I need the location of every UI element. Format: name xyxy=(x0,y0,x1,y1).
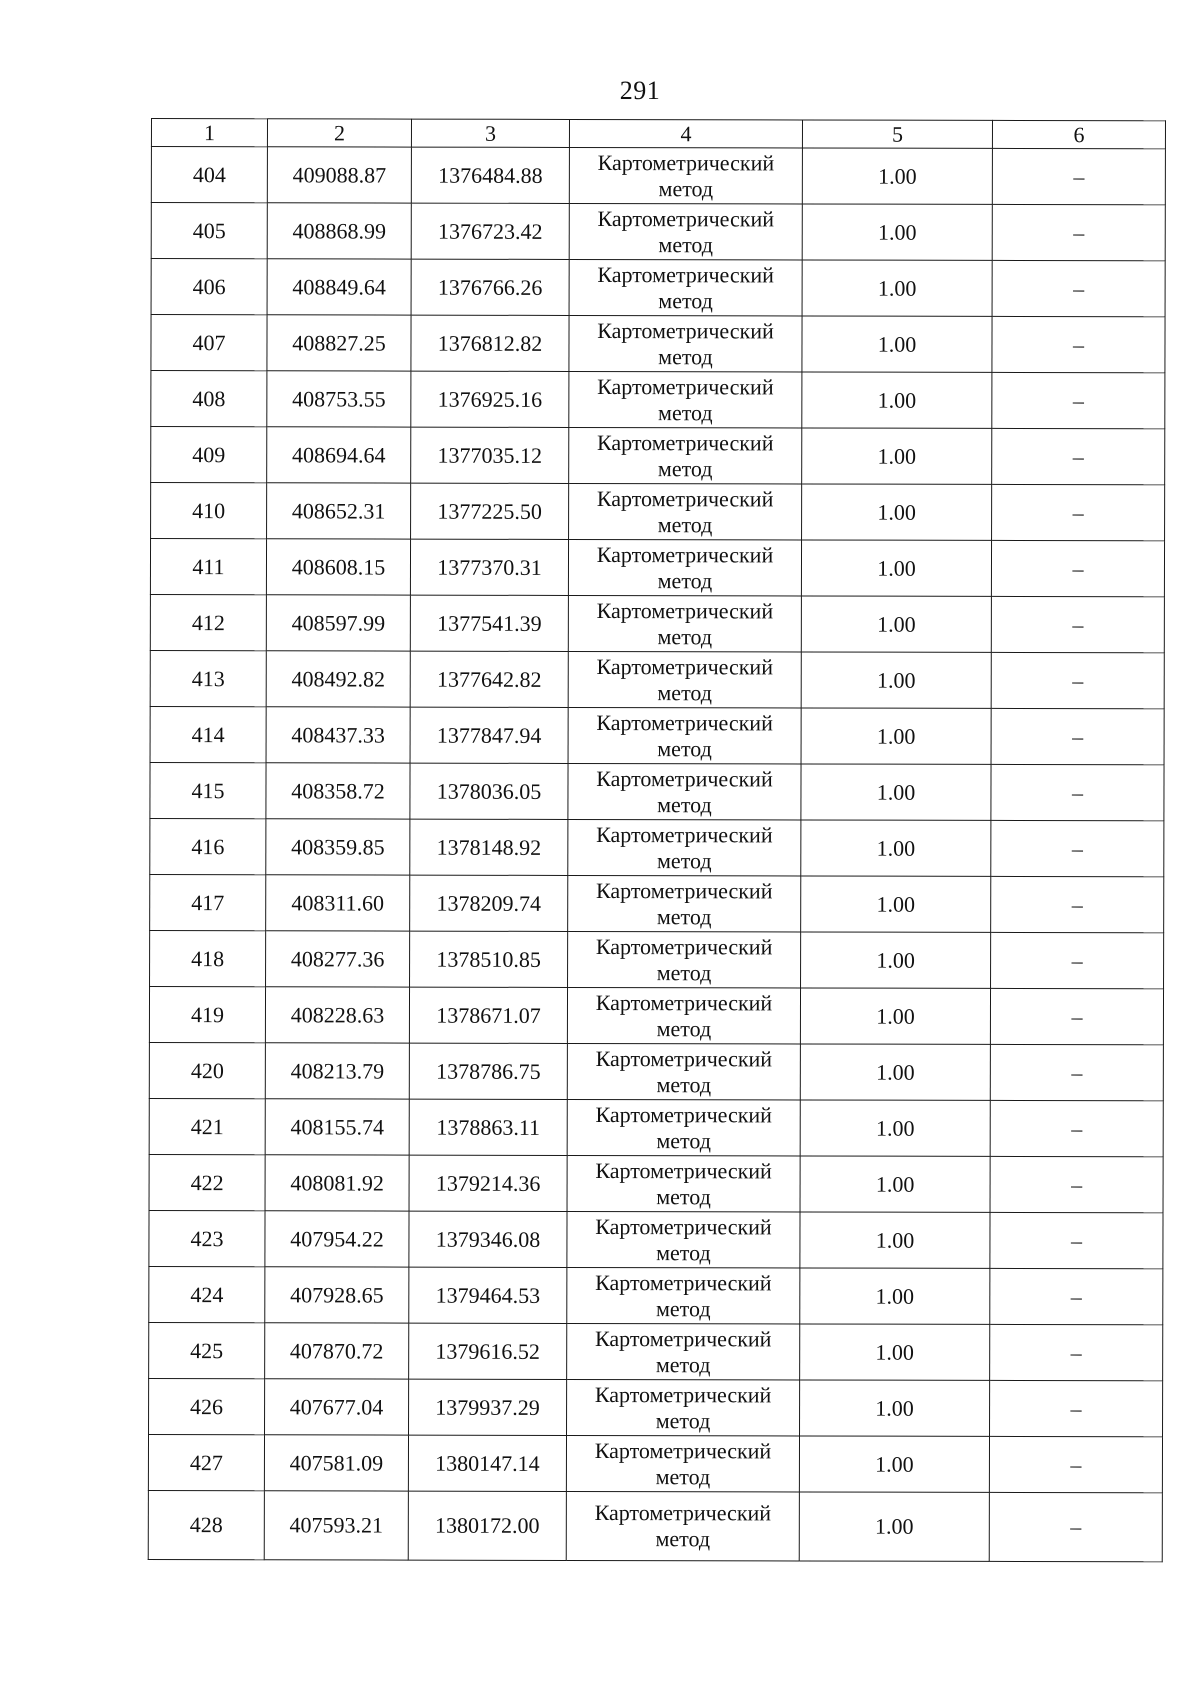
method-cell xyxy=(567,1267,800,1324)
method-cell xyxy=(567,1043,800,1100)
table-row xyxy=(148,1490,1162,1561)
x-coordinate-cell: 407954.22 xyxy=(265,1211,409,1267)
table-row xyxy=(151,315,1165,373)
x-coordinate-cell: 407928.65 xyxy=(265,1267,409,1323)
table-row xyxy=(149,1210,1163,1268)
method-line-1: Картометрический xyxy=(595,877,773,903)
table-row xyxy=(151,147,1165,205)
method-cell xyxy=(569,259,802,316)
note-cell: – xyxy=(990,988,1163,1044)
method-cell xyxy=(568,539,801,596)
accuracy-cell: 1.00 xyxy=(802,148,992,204)
method-line-2: метод xyxy=(658,231,714,257)
note-cell: – xyxy=(992,484,1165,540)
column-header-4: 4 xyxy=(569,119,802,148)
method-line-2: метод xyxy=(657,623,713,649)
note-cell: – xyxy=(992,204,1165,260)
y-coordinate-cell: 1380147.14 xyxy=(408,1435,566,1491)
method-cell xyxy=(569,371,802,428)
note-cell: – xyxy=(992,260,1165,316)
note-cell: – xyxy=(991,876,1164,932)
point-number-cell: 406 xyxy=(151,259,267,315)
table-row xyxy=(148,1434,1162,1492)
method-line-1: Картометрический xyxy=(594,1500,772,1526)
note-cell: – xyxy=(991,652,1164,708)
point-number-cell: 421 xyxy=(149,1098,265,1154)
y-coordinate-cell: 1378036.05 xyxy=(410,763,568,819)
method-line-1: Картометрический xyxy=(595,1269,772,1295)
accuracy-cell: 1.00 xyxy=(800,1380,990,1436)
method-line-1: Картометрический xyxy=(597,373,774,399)
point-number-cell: 404 xyxy=(151,147,267,203)
y-coordinate-cell: 1380172.00 xyxy=(408,1491,566,1560)
table-row xyxy=(149,1154,1163,1212)
x-coordinate-cell: 409088.87 xyxy=(267,147,411,203)
method-cell xyxy=(569,203,802,260)
note-cell: – xyxy=(990,1156,1163,1212)
method-line-2: метод xyxy=(657,735,712,761)
y-coordinate-cell: 1376723.42 xyxy=(411,203,569,259)
method-line-2: метод xyxy=(656,1071,712,1097)
method-line-2: метод xyxy=(657,511,713,537)
note-cell: – xyxy=(991,764,1164,820)
method-cell xyxy=(568,707,801,764)
point-number-cell: 419 xyxy=(149,986,265,1042)
method-line-1: Картометрический xyxy=(597,149,775,175)
table-row xyxy=(150,539,1164,597)
point-number-cell: 422 xyxy=(149,1154,265,1210)
y-coordinate-cell: 1377847.94 xyxy=(410,707,568,763)
accuracy-cell: 1.00 xyxy=(802,484,992,540)
method-cell xyxy=(568,875,801,932)
accuracy-cell: 1.00 xyxy=(801,540,991,596)
x-coordinate-cell: 408597.99 xyxy=(266,595,410,651)
method-line-2: метод xyxy=(657,567,713,593)
point-number-cell: 426 xyxy=(149,1378,265,1434)
x-coordinate-cell: 408652.31 xyxy=(267,483,411,539)
method-line-1: Картометрический xyxy=(595,1213,772,1239)
accuracy-cell: 1.00 xyxy=(802,428,992,484)
method-cell xyxy=(567,987,800,1044)
method-cell xyxy=(568,931,801,988)
coordinates-table xyxy=(148,118,1166,1562)
column-header-2: 2 xyxy=(267,119,411,147)
method-line-2: метод xyxy=(658,175,714,201)
method-line-1: Картометрический xyxy=(594,1381,772,1407)
method-cell xyxy=(569,147,802,204)
method-line-2: метод xyxy=(655,1463,711,1489)
point-number-cell: 425 xyxy=(149,1322,265,1378)
method-line-1: Картометрический xyxy=(596,429,774,455)
point-number-cell: 405 xyxy=(151,203,267,259)
table-body xyxy=(148,147,1165,1562)
table-row xyxy=(151,483,1165,541)
accuracy-cell: 1.00 xyxy=(802,204,992,260)
x-coordinate-cell: 408359.85 xyxy=(266,819,410,875)
method-line-2: метод xyxy=(657,791,712,817)
note-cell: – xyxy=(991,596,1164,652)
method-cell xyxy=(568,763,801,820)
method-cell xyxy=(567,1155,800,1212)
x-coordinate-cell: 408311.60 xyxy=(266,875,410,931)
method-line-2: метод xyxy=(658,343,713,369)
accuracy-cell: 1.00 xyxy=(801,708,991,764)
method-line-1: Картометрический xyxy=(596,541,774,567)
note-cell: – xyxy=(990,1044,1163,1100)
method-line-2: метод xyxy=(656,959,712,985)
x-coordinate-cell: 407581.09 xyxy=(264,1435,408,1491)
method-cell xyxy=(567,1323,800,1380)
note-cell: – xyxy=(992,428,1165,484)
accuracy-cell: 1.00 xyxy=(802,260,992,316)
method-line-2: метод xyxy=(656,1239,711,1265)
table-row xyxy=(149,1098,1163,1156)
method-line-1: Картометрический xyxy=(596,709,773,735)
note-cell: – xyxy=(991,708,1164,764)
x-coordinate-cell: 408358.72 xyxy=(266,763,410,819)
accuracy-cell: 1.00 xyxy=(800,1100,990,1156)
column-header-5: 5 xyxy=(802,120,992,148)
point-number-cell: 409 xyxy=(151,427,267,483)
method-line-2: метод xyxy=(657,679,713,705)
accuracy-cell: 1.00 xyxy=(801,876,991,932)
note-cell: – xyxy=(989,1492,1162,1561)
method-line-2: метод xyxy=(656,1127,711,1153)
note-cell: – xyxy=(992,148,1165,204)
accuracy-cell: 1.00 xyxy=(801,820,991,876)
y-coordinate-cell: 1377225.50 xyxy=(411,483,569,539)
method-line-1: Картометрический xyxy=(595,1101,773,1127)
table-row xyxy=(150,762,1164,820)
method-line-2: метод xyxy=(656,1015,712,1041)
note-cell: – xyxy=(991,540,1164,596)
method-line-1: Картометрический xyxy=(596,765,773,791)
x-coordinate-cell: 408155.74 xyxy=(265,1099,409,1155)
y-coordinate-cell: 1377035.12 xyxy=(411,427,569,483)
accuracy-cell: 1.00 xyxy=(800,1268,990,1324)
x-coordinate-cell: 408827.25 xyxy=(267,315,411,371)
point-number-cell: 410 xyxy=(151,483,267,539)
column-header-1: 1 xyxy=(151,119,267,147)
accuracy-cell: 1.00 xyxy=(801,596,991,652)
point-number-cell: 423 xyxy=(149,1210,265,1266)
y-coordinate-cell: 1376766.26 xyxy=(411,259,569,315)
method-line-1: Картометрический xyxy=(594,1437,772,1463)
y-coordinate-cell: 1376484.88 xyxy=(411,147,569,203)
table-row xyxy=(150,818,1164,876)
note-cell: – xyxy=(990,1100,1163,1156)
column-header-6: 6 xyxy=(992,120,1165,148)
y-coordinate-cell: 1377541.39 xyxy=(410,595,568,651)
method-cell xyxy=(568,819,801,876)
point-number-cell: 407 xyxy=(151,315,267,371)
x-coordinate-cell: 408753.55 xyxy=(267,371,411,427)
accuracy-cell: 1.00 xyxy=(802,316,992,372)
method-line-1: Картометрический xyxy=(597,317,774,343)
point-number-cell: 418 xyxy=(150,930,266,986)
x-coordinate-cell: 408492.82 xyxy=(266,651,410,707)
x-coordinate-cell: 408437.33 xyxy=(266,707,410,763)
y-coordinate-cell: 1376925.16 xyxy=(411,371,569,427)
accuracy-cell: 1.00 xyxy=(802,372,992,428)
point-number-cell: 424 xyxy=(149,1266,265,1322)
note-cell: – xyxy=(990,1212,1163,1268)
table-row xyxy=(150,930,1164,988)
accuracy-cell: 1.00 xyxy=(801,932,991,988)
method-line-2: метод xyxy=(656,1183,711,1209)
point-number-cell: 427 xyxy=(148,1434,264,1490)
x-coordinate-cell: 408213.79 xyxy=(265,1043,409,1099)
method-line-2: метод xyxy=(656,903,712,929)
y-coordinate-cell: 1378209.74 xyxy=(410,875,568,931)
accuracy-cell: 1.00 xyxy=(799,1492,989,1561)
point-number-cell: 416 xyxy=(150,818,266,874)
point-number-cell: 412 xyxy=(150,594,266,650)
note-cell: – xyxy=(991,820,1164,876)
table-row xyxy=(149,986,1163,1044)
table-row xyxy=(149,1266,1163,1324)
note-cell: – xyxy=(992,372,1165,428)
note-cell: – xyxy=(990,1380,1163,1436)
method-line-1: Картометрический xyxy=(596,597,774,623)
x-coordinate-cell: 408081.92 xyxy=(265,1155,409,1211)
accuracy-cell: 1.00 xyxy=(801,652,991,708)
note-cell: – xyxy=(990,1324,1163,1380)
note-cell: – xyxy=(990,1268,1163,1324)
table-row xyxy=(150,874,1164,932)
table-row xyxy=(151,203,1165,261)
table-row xyxy=(149,1042,1163,1100)
column-header-3: 3 xyxy=(411,119,569,147)
method-cell xyxy=(569,315,802,372)
method-line-1: Картометрический xyxy=(596,485,774,511)
method-cell xyxy=(567,1099,800,1156)
x-coordinate-cell: 407677.04 xyxy=(265,1379,409,1435)
method-line-1: Картометрический xyxy=(595,1157,772,1183)
method-cell xyxy=(567,1211,800,1268)
method-line-2: метод xyxy=(655,1351,711,1377)
method-line-2: метод xyxy=(657,455,713,481)
method-line-1: Картометрический xyxy=(595,989,773,1015)
accuracy-cell: 1.00 xyxy=(800,988,990,1044)
x-coordinate-cell: 407593.21 xyxy=(264,1491,408,1560)
table-row xyxy=(151,371,1165,429)
method-cell xyxy=(569,483,802,540)
accuracy-cell: 1.00 xyxy=(801,764,991,820)
point-number-cell: 428 xyxy=(148,1490,264,1559)
header-row xyxy=(151,119,1165,149)
method-line-1: Картометрический xyxy=(594,1325,772,1351)
method-line-2: метод xyxy=(658,399,713,425)
table-row xyxy=(149,1378,1163,1436)
point-number-cell: 408 xyxy=(151,371,267,427)
x-coordinate-cell: 407870.72 xyxy=(265,1323,409,1379)
y-coordinate-cell: 1379214.36 xyxy=(409,1155,567,1211)
note-cell: – xyxy=(992,316,1165,372)
method-line-2: метод xyxy=(655,1526,711,1552)
table-header xyxy=(151,119,1165,149)
method-cell xyxy=(569,427,802,484)
accuracy-cell: 1.00 xyxy=(800,1044,990,1100)
x-coordinate-cell: 408608.15 xyxy=(266,539,410,595)
method-cell xyxy=(568,651,801,708)
note-cell: – xyxy=(989,1436,1162,1492)
y-coordinate-cell: 1377370.31 xyxy=(410,539,568,595)
method-line-1: Картометрический xyxy=(595,1045,773,1071)
point-number-cell: 417 xyxy=(150,874,266,930)
page-number: 291 xyxy=(619,76,661,105)
table-row xyxy=(149,1322,1163,1380)
x-coordinate-cell: 408849.64 xyxy=(267,259,411,315)
method-line-2: метод xyxy=(655,1295,711,1321)
y-coordinate-cell: 1376812.82 xyxy=(411,315,569,371)
method-line-2: метод xyxy=(658,287,713,313)
accuracy-cell: 1.00 xyxy=(800,1156,990,1212)
x-coordinate-cell: 408868.99 xyxy=(267,203,411,259)
x-coordinate-cell: 408694.64 xyxy=(267,427,411,483)
method-line-1: Картометрический xyxy=(595,933,773,959)
table-row xyxy=(150,594,1164,652)
method-line-1: Картометрический xyxy=(597,205,775,231)
table-row xyxy=(150,650,1164,708)
x-coordinate-cell: 408277.36 xyxy=(266,931,410,987)
y-coordinate-cell: 1377642.82 xyxy=(410,651,568,707)
method-cell xyxy=(567,1379,800,1436)
method-line-1: Картометрический xyxy=(596,821,773,847)
method-cell xyxy=(568,595,801,652)
y-coordinate-cell: 1378510.85 xyxy=(410,931,568,987)
method-line-1: Картометрический xyxy=(597,261,774,287)
point-number-cell: 414 xyxy=(150,706,266,762)
method-cell xyxy=(566,1435,799,1492)
point-number-cell: 411 xyxy=(150,539,266,595)
y-coordinate-cell: 1378671.07 xyxy=(409,987,567,1043)
y-coordinate-cell: 1379464.53 xyxy=(409,1267,567,1323)
point-number-cell: 413 xyxy=(150,650,266,706)
accuracy-cell: 1.00 xyxy=(800,1212,990,1268)
accuracy-cell: 1.00 xyxy=(800,1324,990,1380)
y-coordinate-cell: 1378148.92 xyxy=(410,819,568,875)
y-coordinate-cell: 1378863.11 xyxy=(409,1099,567,1155)
method-cell xyxy=(566,1491,799,1561)
table-row xyxy=(151,259,1165,317)
y-coordinate-cell: 1378786.75 xyxy=(409,1043,567,1099)
y-coordinate-cell: 1379346.08 xyxy=(409,1211,567,1267)
method-line-1: Картометрический xyxy=(596,653,774,679)
x-coordinate-cell: 408228.63 xyxy=(265,987,409,1043)
point-number-cell: 415 xyxy=(150,762,266,818)
accuracy-cell: 1.00 xyxy=(799,1436,989,1492)
y-coordinate-cell: 1379937.29 xyxy=(409,1379,567,1435)
y-coordinate-cell: 1379616.52 xyxy=(409,1323,567,1379)
point-number-cell: 420 xyxy=(149,1042,265,1098)
note-cell: – xyxy=(991,932,1164,988)
table-row xyxy=(150,706,1164,764)
method-line-2: метод xyxy=(656,847,712,873)
table-row xyxy=(151,427,1165,485)
method-line-2: метод xyxy=(655,1407,711,1433)
